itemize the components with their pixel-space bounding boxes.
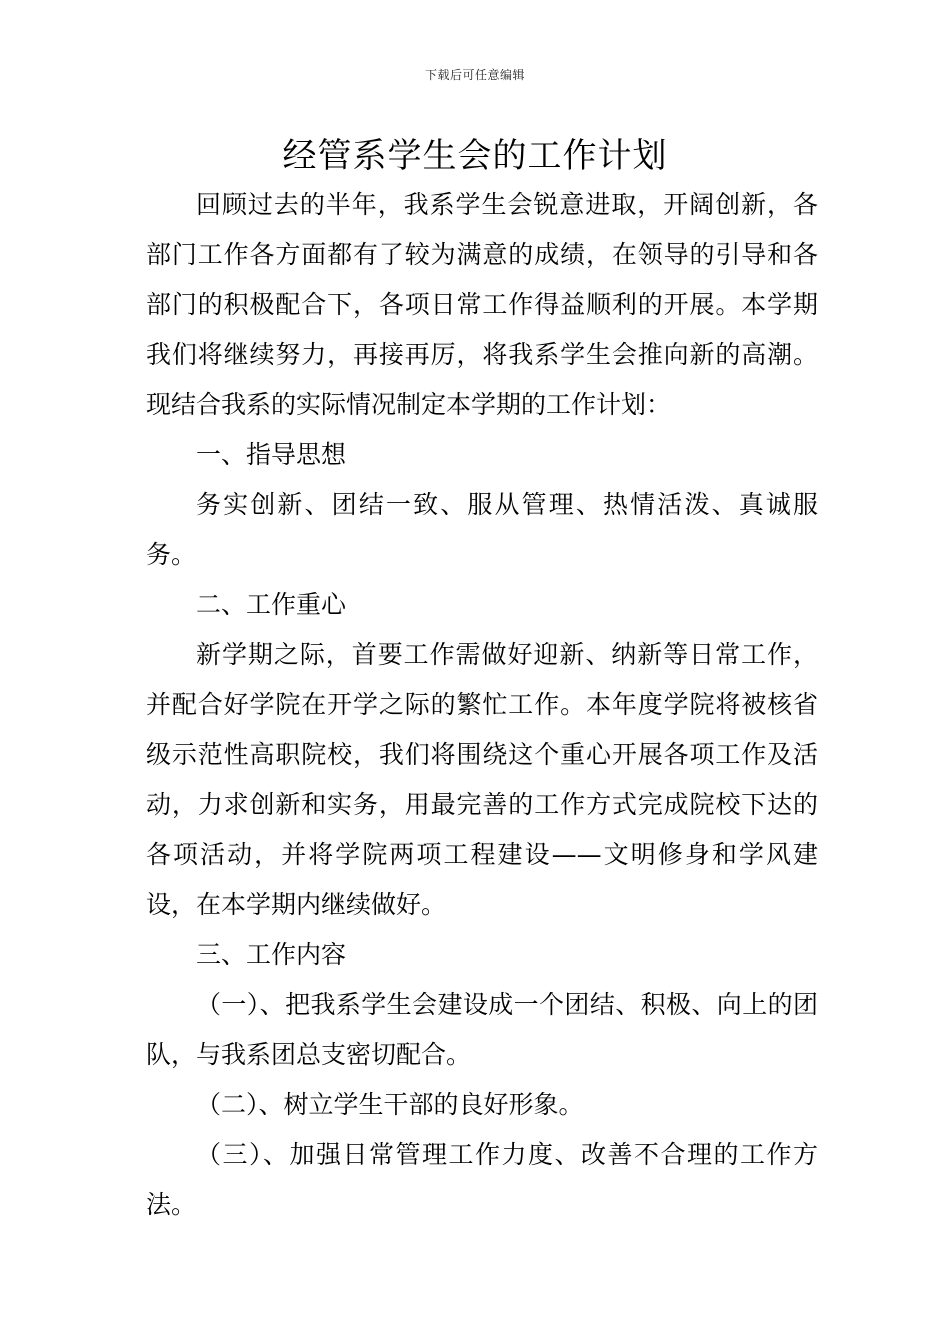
paragraph-guiding-thought: 务实创新、团结一致、服从管理、热情活泼、真诚服务。 xyxy=(146,490,818,569)
paragraph-work-focus: 新学期之际，首要工作需做好迎新、纳新等日常工作，并配合好学院在开学之际的繁忙工作。本年度学院将被核省级示范性高职院校，我们将围绕这个重心开展各项工作及活动，力求创新和实务，用最完善的工作方式完成院校下达的各项活动，并将学院两项工程建设——文明修身和学风建设，在本学期内继续做好。 xyxy=(146,640,818,919)
section-heading-guiding-thought: 一、指导思想 xyxy=(196,440,347,469)
section-heading-work-content: 三、工作内容 xyxy=(196,940,347,969)
document-title: 经管系学生会的工作计划 xyxy=(282,136,668,176)
header-note: 下载后可任意编辑 xyxy=(424,68,525,82)
section-heading-work-focus: 二、工作重心 xyxy=(196,590,347,619)
paragraph-content-item-2: （二）、树立学生干部的良好形象。 xyxy=(196,1090,584,1119)
paragraph-intro: 回顾过去的半年，我系学生会锐意进取，开阔创新，各部门工作各方面都有了较为满意的成绩，在领导的引导和各部门的积极配合下，各项日常工作得益顺利的开展。本学期我们将继续努力，再接再厉，将我系学生会推向新的高潮。现结合我系的实际情况制定本学期的工作计划： xyxy=(146,190,818,419)
paragraph-content-item-1: （一）、把我系学生会建设成一个团结、积极、向上的团队，与我系团总支密切配合。 xyxy=(146,990,818,1069)
paragraph-content-item-3: （三）、加强日常管理工作力度、改善不合理的工作方法。 xyxy=(146,1140,818,1219)
document-body xyxy=(146,180,818,1230)
